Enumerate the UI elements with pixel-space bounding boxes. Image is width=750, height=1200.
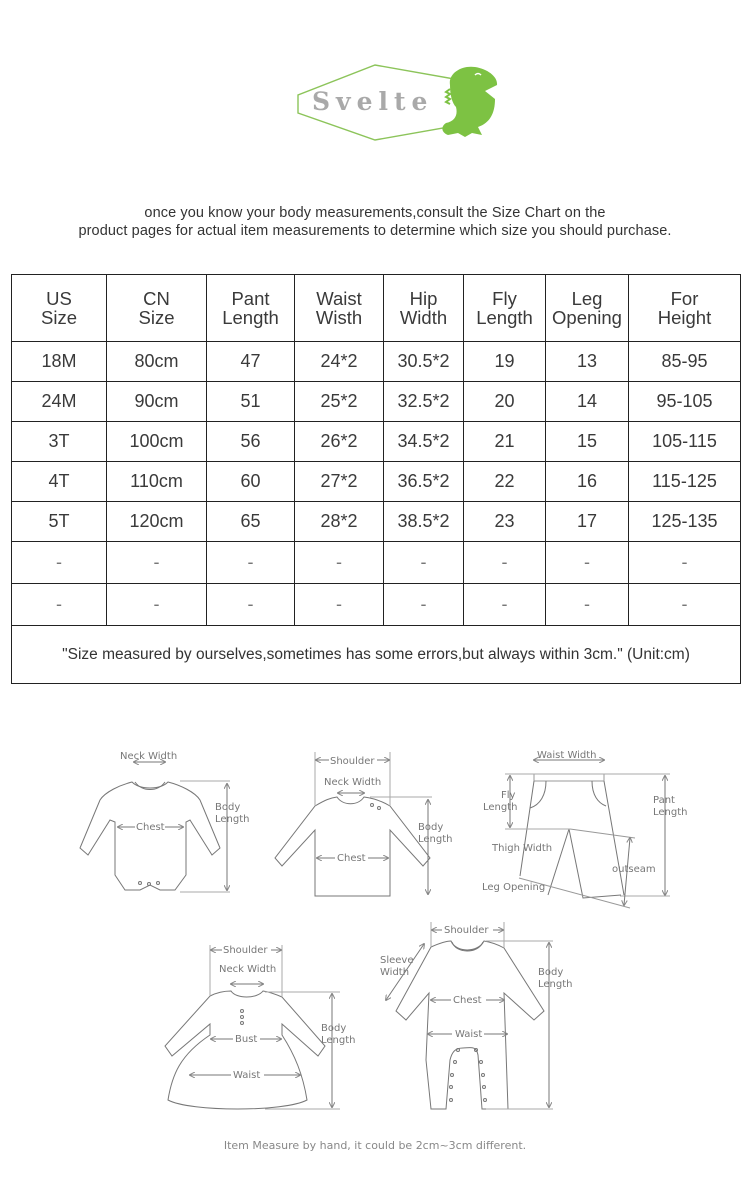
dress-body-label: Body: [321, 1023, 347, 1034]
table-cell: 23: [464, 502, 546, 542]
table-cell: 110cm: [107, 462, 207, 502]
header-pant-length: Pant Length: [207, 275, 295, 342]
shirt-neck-width-label: Neck Width: [324, 777, 382, 788]
pants-leg-opening-label: Leg Opening: [482, 882, 546, 893]
shirt-diagram: [275, 752, 432, 896]
romper-body-label: Body: [538, 967, 564, 978]
table-row: [12, 462, 741, 502]
header-fly-length: Fly Length: [464, 275, 546, 342]
intro-text: [0, 204, 750, 240]
pants-pant-label: Pant: [653, 795, 675, 806]
table-cell: -: [295, 542, 384, 584]
pants-outseam-label: outseam: [612, 864, 656, 875]
table-cell: 27*2: [295, 462, 384, 502]
table-cell: -: [207, 584, 295, 626]
measurement-diagrams: [0, 730, 750, 1150]
header-for-height: For Height: [629, 275, 741, 342]
romper-length-label: Length: [538, 979, 573, 990]
dress-bust-label: Bust: [235, 1034, 258, 1045]
table-cell: 16: [546, 462, 629, 502]
table-cell: -: [12, 542, 107, 584]
table-cell: 47: [207, 342, 295, 382]
table-cell: -: [207, 542, 295, 584]
table-row-empty: [12, 584, 741, 626]
size-chart-table: [11, 274, 741, 684]
table-cell: 32.5*2: [384, 382, 464, 422]
romper-sleeve-label: Sleeve: [380, 955, 414, 966]
table-cell: 24M: [12, 382, 107, 422]
header-cn-size: CN Size: [107, 275, 207, 342]
table-header-row: [12, 275, 741, 342]
table-cell: -: [546, 584, 629, 626]
table-cell: 19: [464, 342, 546, 382]
table-cell: 120cm: [107, 502, 207, 542]
table-row: [12, 342, 741, 382]
measurement-note: "Size measured by ourselves,sometimes has some errors,but always within 3cm." (Unit:cm): [12, 626, 741, 684]
table-row: [12, 502, 741, 542]
intro-line-2: product pages for actual item measurements to determine which size you should purchase.: [78, 223, 672, 239]
romper-sleeve-width-label: Width: [380, 967, 410, 978]
bodysuit-neck-width-label: Neck Width: [120, 751, 178, 762]
header-leg-opening: Leg Opening: [546, 275, 629, 342]
romper-chest-label: Chest: [453, 995, 482, 1006]
table-cell: 38.5*2: [384, 502, 464, 542]
romper-diagram: [386, 922, 553, 1109]
pants-thigh-width-label: Thigh Width: [492, 843, 553, 854]
table-cell: 60: [207, 462, 295, 502]
table-cell: -: [384, 542, 464, 584]
dress-waist-label: Waist: [233, 1070, 261, 1081]
table-row-empty: [12, 542, 741, 584]
header-hip-width: Hip Width: [384, 275, 464, 342]
shirt-shoulder-label: Shoulder: [330, 756, 375, 767]
table-cell: -: [295, 584, 384, 626]
table-row: [12, 422, 741, 462]
table-cell: -: [629, 542, 741, 584]
table-cell: -: [107, 542, 207, 584]
table-row: [12, 382, 741, 422]
table-cell: -: [629, 584, 741, 626]
pants-pant-length-label: Length: [653, 807, 688, 818]
logo-wordmark: Svelte: [312, 87, 434, 116]
table-cell: 13: [546, 342, 629, 382]
table-cell: -: [464, 542, 546, 584]
svelte-logo: [290, 55, 505, 150]
table-cell: -: [107, 584, 207, 626]
bodysuit-body-label: Body: [215, 802, 241, 813]
intro-line-1: once you know your body measurements,consult the Size Chart on the: [144, 205, 606, 221]
shirt-length-label: Length: [418, 834, 453, 845]
table-cell: 21: [464, 422, 546, 462]
table-cell: 105-115: [629, 422, 741, 462]
bodysuit-length-label: Length: [215, 814, 250, 825]
table-cell: 95-105: [629, 382, 741, 422]
table-cell: 115-125: [629, 462, 741, 502]
bodysuit-chest-label: Chest: [136, 822, 165, 833]
header-waist-width: Waist Wisth: [295, 275, 384, 342]
header-us-size: US Size: [12, 275, 107, 342]
table-cell: 56: [207, 422, 295, 462]
dinosaur-mascot-icon: [442, 67, 497, 137]
table-cell: 100cm: [107, 422, 207, 462]
table-cell: 20: [464, 382, 546, 422]
romper-shoulder-label: Shoulder: [444, 925, 489, 936]
dress-shoulder-label: Shoulder: [223, 945, 268, 956]
table-cell: 65: [207, 502, 295, 542]
table-cell: 5T: [12, 502, 107, 542]
table-cell: 18M: [12, 342, 107, 382]
shirt-chest-label: Chest: [337, 853, 366, 864]
table-note-row: [12, 626, 741, 684]
table-cell: -: [384, 584, 464, 626]
measure-disclaimer: Item Measure by hand, it could be 2cm~3cm different.: [223, 1139, 527, 1152]
table-cell: 80cm: [107, 342, 207, 382]
table-cell: 17: [546, 502, 629, 542]
table-cell: 15: [546, 422, 629, 462]
table-cell: 30.5*2: [384, 342, 464, 382]
dress-neck-width-label: Neck Width: [219, 964, 277, 975]
pants-fly-label: Fly: [501, 790, 516, 801]
table-cell: 26*2: [295, 422, 384, 462]
table-cell: -: [12, 584, 107, 626]
table-cell: 36.5*2: [384, 462, 464, 502]
table-cell: 51: [207, 382, 295, 422]
dress-length-label: Length: [321, 1035, 356, 1046]
table-cell: 14: [546, 382, 629, 422]
shirt-body-label: Body: [418, 822, 444, 833]
table-cell: 4T: [12, 462, 107, 502]
table-cell: 3T: [12, 422, 107, 462]
table-cell: 90cm: [107, 382, 207, 422]
table-cell: 24*2: [295, 342, 384, 382]
pants-waist-width-label: Waist Width: [537, 750, 597, 761]
pants-fly-length-label: Length: [483, 802, 518, 813]
table-cell: 25*2: [295, 382, 384, 422]
table-cell: -: [464, 584, 546, 626]
table-cell: -: [546, 542, 629, 584]
table-cell: 85-95: [629, 342, 741, 382]
table-cell: 28*2: [295, 502, 384, 542]
table-cell: 34.5*2: [384, 422, 464, 462]
table-cell: 22: [464, 462, 546, 502]
romper-waist-label: Waist: [455, 1029, 483, 1040]
table-cell: 125-135: [629, 502, 741, 542]
